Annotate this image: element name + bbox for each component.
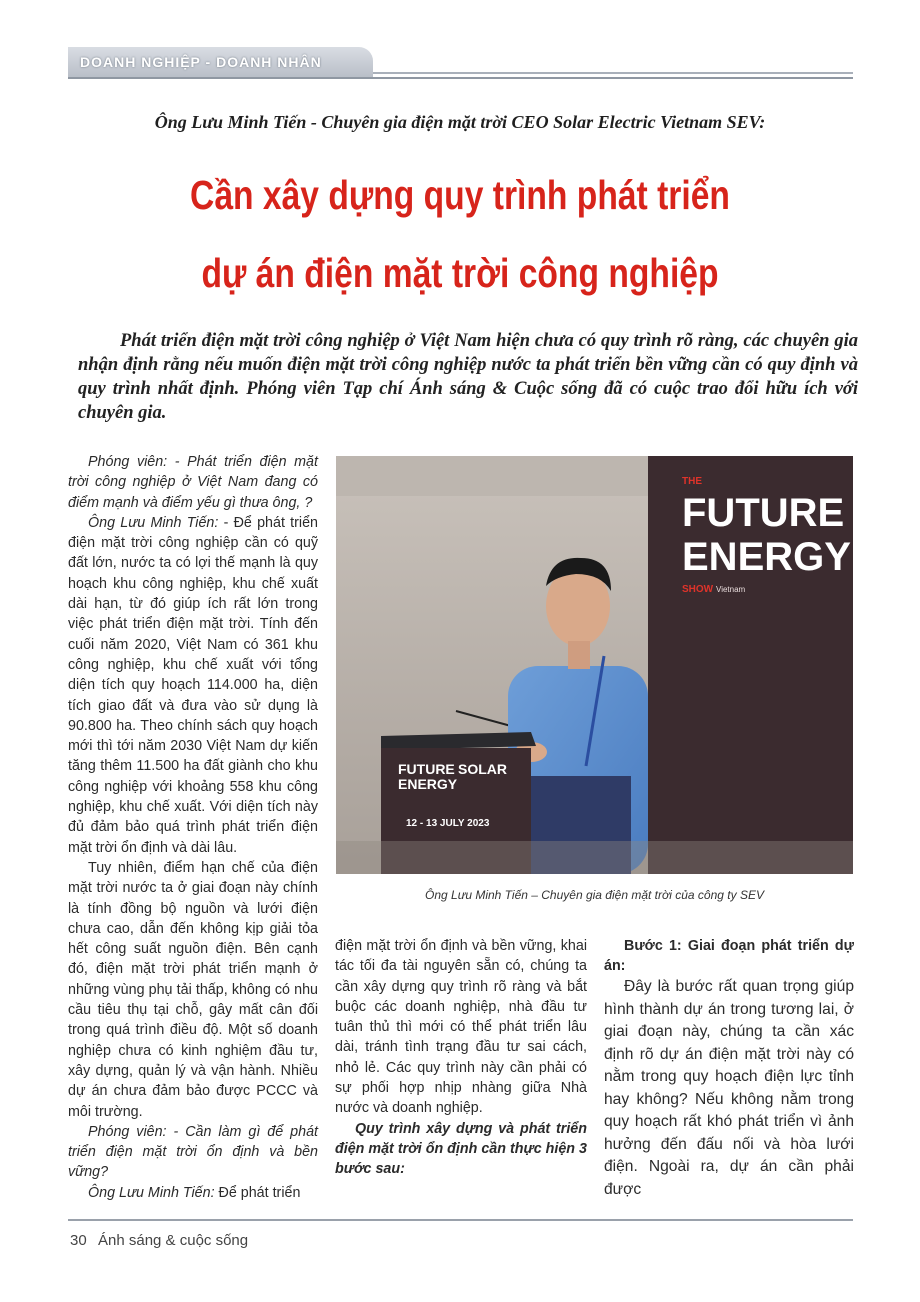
article-photo bbox=[336, 456, 853, 874]
footer-rule bbox=[68, 1219, 853, 1221]
answer-2 bbox=[68, 1183, 318, 1203]
publication-name: Ánh sáng & cuộc sống bbox=[98, 1232, 249, 1249]
header-rule bbox=[373, 72, 853, 74]
banner-vietnam: Vietnam bbox=[716, 585, 746, 594]
banner-energy: ENERGY bbox=[682, 535, 851, 579]
article-title-line-2: dự án điện mặt trời công nghiệp bbox=[201, 250, 719, 296]
banner-show: SHOW bbox=[682, 584, 714, 595]
section-label: DOANH NGHIỆP - DOANH NHÂN bbox=[80, 54, 322, 70]
article-title-line-1: Cần xây dựng quy trình phát triển bbox=[190, 172, 730, 218]
speaker-name: Ông Lưu Minh Tiến: bbox=[88, 514, 219, 531]
column-2 bbox=[335, 936, 587, 1180]
paragraph: Tuy nhiên, điểm hạn chế của điện mặt trời nước ta ở giai đoạn này chính là tính đồng bộ nguồn và lưới điện chưa cao, dẫn đến không kịp giải tỏa hết công suất nguồn điện. Bên cạnh đó, điện mặt trời phát triển mạnh ở những vùng phụ tải thấp, không có nhu cầu tiêu thụ tại chỗ, gây mất cân đối trong quá trình điều độ. Một số doanh nghiệp chưa có kinh nghiệm đầu tư, xây dựng, quản lý và vận hành. Nhiều dự án chưa đảm bảo được PCCC và môi trường. bbox=[68, 859, 318, 1120]
banner-future: FUTURE bbox=[682, 491, 845, 535]
paragraph: Đây là bước rất quan trọng giúp hình thành dự án trong tương lai, ở giai đoạn này, chúng ta cần xác định rõ dự án điện mặt trời này có nằm trong quy hoạch điện lực tỉnh hay không? Nếu không nằm trong quy hoạch rất khó phát triển vì ảnh hưởng đến đấu nối và hòa lưới điện. Ngoài ra, dự án cần phải được bbox=[604, 978, 854, 1198]
paragraph: điện mặt trời ổn định và bền vững, khai tác tối đa tài nguyên sẵn có, chúng ta cần xây dựng quy trình rõ ràng và bắt buộc các doanh nghiệp, nhà đầu tư tuân thủ thì mới có thể phát triển lâu dài, tránh tình trạng đầu tư sai cách, nhỏ lẻ. Các quy trình này cần phải có sự phối hợp nhịp nhàng giữa Nhà nước và doanh nghiệp. bbox=[335, 938, 587, 1117]
steps-intro: Quy trình xây dựng và phát triển điện mặt trời ổn định cần thực hiện 3 bước sau: bbox=[335, 1120, 587, 1178]
photo-caption: Ông Lưu Minh Tiến – Chuyên gia điện mặt trời của công ty SEV bbox=[425, 888, 764, 902]
question-2: Phóng viên: - Cần làm gì để phát triển điện mặt trời ổn định và bền vững? bbox=[68, 1123, 318, 1181]
podium-dates: 12 - 13 JULY 2023 bbox=[406, 818, 490, 829]
banner-the: THE bbox=[682, 476, 702, 487]
answer-1 bbox=[68, 513, 318, 858]
answer-2-text: Để phát triển bbox=[214, 1184, 301, 1201]
speaker-name: Ông Lưu Minh Tiến: bbox=[88, 1184, 215, 1201]
column-1 bbox=[68, 452, 318, 1203]
article-lead: Phát triển điện mặt trời công nghiệp ở Việt Nam hiện chưa có quy trình rõ ràng, các chuyên gia nhận định rằng nếu muốn điện mặt trời công nghiệp nước ta phát triển bền vững cần có quy định và quy trình nhất định. Phóng viên Tạp chí Ánh sáng & Cuộc sống đã có cuộc trao đổi hữu ích với chuyên gia. bbox=[78, 331, 858, 423]
answer-1-text: - Để phát triển điện mặt trời công nghiệp cần có quỹ đất lớn, nước ta có lợi thế mạnh là quy hoạch khu công nghiệp, khu chế xuất dài hạn, từ đó giúp ích rất lớn trong việc phát triển điện mặt trời. Tính đến cuối năm 2020, Việt Nam có 361 khu công nghiệp, khu chế xuất với tổng diện tích quy hoạch 114.000 ha, diện tích giao đất và đưa vào sử dụng là 90.800 ha. Theo chính sách quy hoạch mới thì tới năm 2030 Việt Nam dự kiến tăng thêm 11.500 ha đất giành cho khu công nghiệp với khoảng 558 khu công nghiệp, khu chế xuất. Với diện tích này đủ đảm bảo quá trình phát triển điện mặt trời ổn định và dài lâu. bbox=[68, 514, 318, 856]
header-underline bbox=[68, 77, 853, 79]
question-1: Phóng viên: - Phát triển điện mặt trời công nghiệp ở Việt Nam đang có điểm mạnh và điểm yếu gì thưa ông, ? bbox=[68, 454, 318, 511]
column-3 bbox=[604, 936, 854, 1201]
podium-future: FUTURE bbox=[398, 761, 455, 777]
podium-solar: SOLAR bbox=[458, 761, 507, 777]
section-tab bbox=[68, 47, 373, 77]
page-number: 30 bbox=[70, 1232, 87, 1249]
article-subtitle: Ông Lưu Minh Tiến - Chuyên gia điện mặt trời CEO Solar Electric Vietnam SEV: bbox=[154, 112, 766, 132]
podium-energy: ENERGY bbox=[398, 776, 458, 792]
step-1-heading: Bước 1: Giai đoạn phát triển dự án: bbox=[604, 938, 854, 974]
